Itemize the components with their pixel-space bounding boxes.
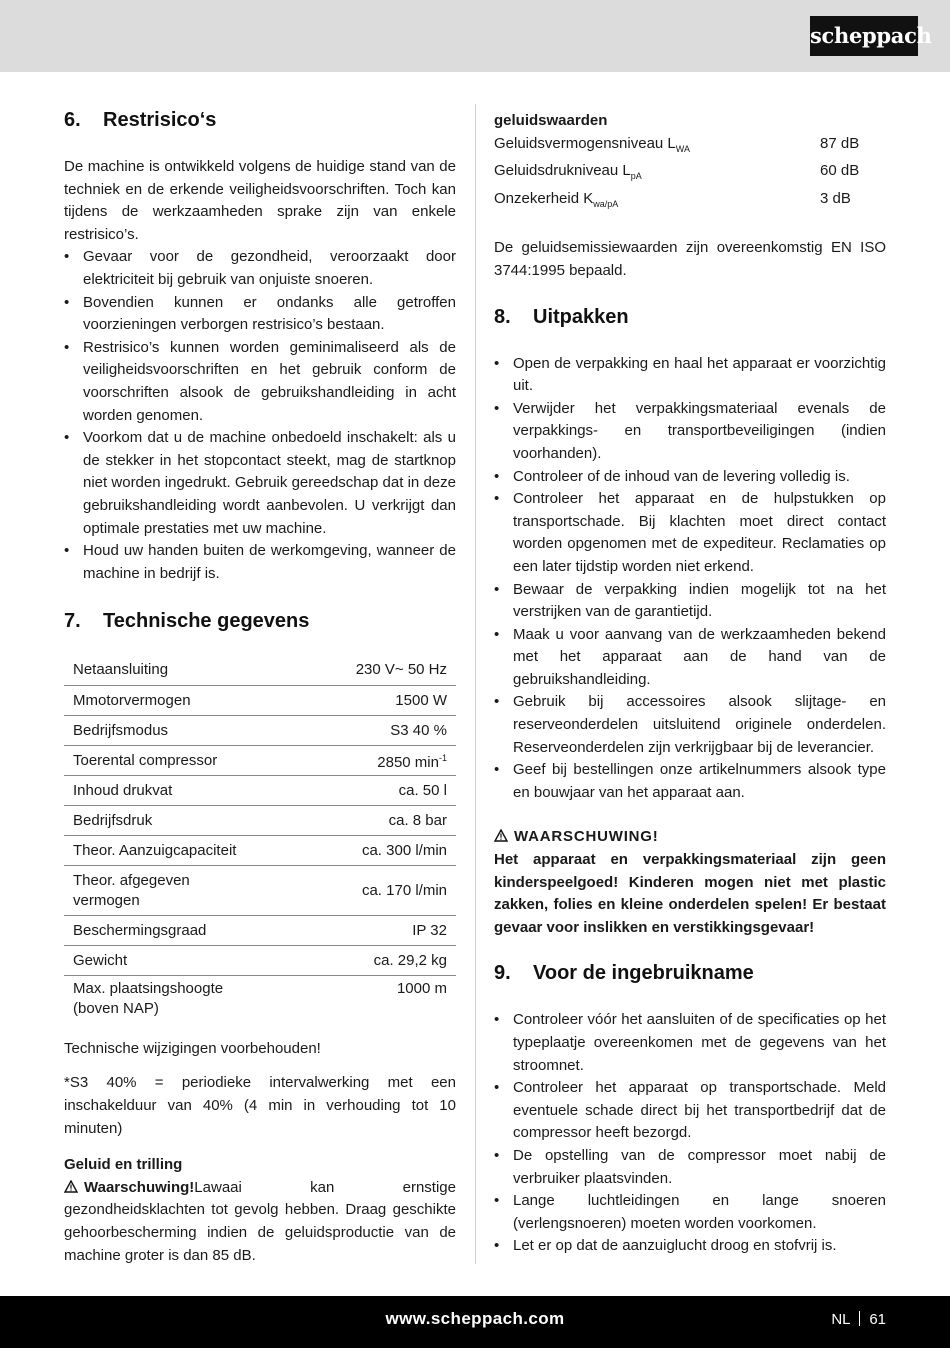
sound-label-text: Onzekerheid K: [494, 189, 594, 207]
list-item: • Controleer vóór het aansluiten of de specificaties op het typeplaatje overeenkomen met de gegevens van het stroomnet.: [494, 1009, 886, 1077]
sound-row: [494, 133, 886, 161]
sound-label: [494, 188, 618, 216]
section-6-number: 6.: [64, 109, 81, 131]
sound-label-text: Geluidsdrukniveau L: [494, 162, 631, 180]
spec-value: [264, 745, 456, 776]
section-6-heading: [64, 106, 456, 134]
spec-label: Beschermingsgraad: [64, 916, 264, 946]
sound-row: [494, 160, 886, 188]
spec-value: 1000 m: [396, 980, 447, 998]
table-row: [64, 946, 456, 976]
spec-value: 230 V~ 50 Hz: [264, 655, 456, 685]
list-item: • Controleer het apparaat op transportschade. Meld eventuele schade direct bij het transportbedrijf dat de compressor heeft bezorgd.: [494, 1077, 886, 1145]
page-indicator: [831, 1309, 886, 1332]
spec-label: Bedrijfsdruk: [64, 806, 264, 836]
noise-heading: Geluid en trilling: [64, 1156, 183, 1174]
list-item: • Controleer of de inhoud van de levering volledig is.: [494, 466, 886, 489]
table-row: [64, 655, 456, 685]
spec-value: 1500 W: [264, 685, 456, 715]
list-item: • Geef bij bestellingen onze artikelnummers alsook type en bouwjaar van het apparaat aan.: [494, 759, 886, 804]
table-row: [64, 745, 456, 776]
sound-row: [494, 188, 886, 216]
section-8-heading: [494, 303, 886, 331]
list-item: • Bovendien kunnen er ondanks alle getroffen voorzieningen verborgen restrisico’s bestaan.: [64, 292, 456, 337]
spec-label: Theor. afgegeven vermogen: [64, 866, 264, 916]
spec-value: IP 32: [264, 916, 456, 946]
spec-label: Max. plaatsingshoogte (boven NAP): [73, 980, 224, 1017]
sound-label: [494, 133, 690, 161]
website-link[interactable]: www.scheppach.com: [385, 1309, 565, 1328]
spec-value: ca. 300 l/min: [264, 836, 456, 866]
section-9-number: 9.: [494, 962, 511, 985]
section-7-number: 7.: [64, 610, 81, 633]
table-row: [64, 685, 456, 715]
list-item: • Houd uw handen buiten de werkomgeving, wanneer de machine in bedrijf is.: [64, 540, 456, 585]
sound-label-subscript: pA: [630, 171, 642, 182]
section-9-title: Voor de ingebruikname: [533, 962, 754, 985]
list-item: • Gevaar voor de gezondheid, veroorzaakt door elektriciteit bij gebruik van onjuiste snoeren.: [64, 246, 456, 291]
section-9-list: [494, 1009, 886, 1258]
section-7-title: Technische gegevens: [103, 610, 310, 633]
list-item: • Open de verpakking en haal het apparaat er voorzichtig uit.: [494, 353, 886, 398]
language-code: NL: [831, 1311, 850, 1328]
sound-label-subscript: WA: [675, 143, 690, 154]
spec-value: ca. 29,2 kg: [264, 946, 456, 976]
section-6-list: [64, 246, 456, 585]
spec-label: Netaansluiting: [64, 655, 264, 685]
spec-label: Inhoud drukvat: [64, 776, 264, 806]
sound-standard-note: De geluidsemissiewaarden zijn overeenkomstig EN ISO 3744:1995 bepaald.: [494, 239, 886, 279]
s3-footnote: *S3 40% = periodieke intervalwerking met een inschakelduur van 40% (4 min in verhouding tot 10 minuten): [64, 1074, 456, 1137]
scheppach-logo: scheppach: [810, 16, 918, 56]
packaging-warning-text: Het apparaat en verpakkingsmateriaal zijn geen kinderspeelgoed! Kinderen mogen niet met plastic zakken, folies en kleine onderdelen spelen! Er bestaat gevaar voor inslikken en verstikkingsgevaar!: [494, 851, 886, 936]
sound-label: [494, 160, 642, 188]
table-row: [64, 806, 456, 836]
packaging-warning-label: WAARSCHUWING!: [514, 828, 659, 846]
packaging-warning-title: [494, 826, 886, 849]
noise-warning-label: Waarschuwing!: [84, 1178, 195, 1196]
sound-values-list: [494, 133, 886, 216]
sound-values-heading: geluidswaarden: [494, 112, 608, 129]
list-item: • Controleer het apparaat en de hulpstukken op transportschade. Bij klachten moet direct contact worden opgenomen met de expediteur. Reclamaties op een later tijdstip worden niet erkend.: [494, 488, 886, 578]
list-item: • Restrisico’s kunnen worden geminimaliseerd als de veiligheidsvoorschriften en het gebruik conform de voorschriften alsook de gebruikshandleiding in acht worden genomen.: [64, 337, 456, 427]
spec-label: Bedrijfsmodus: [64, 715, 264, 745]
section-6-title: Restrisico‘s: [103, 109, 217, 131]
right-column: [494, 110, 886, 1258]
spec-label: Theor. Aanzuigcapaciteit: [64, 836, 264, 866]
noise-warning-text: Lawaai kan ernstige gezondheidsklachten tot gevolg hebben. Draag geschikte gehoorbescherming indien de geluidsproductie van de machine groter is dan 85 dB.: [64, 1178, 456, 1264]
table-row: [64, 976, 456, 1024]
spec-value: ca. 170 l/min: [264, 866, 456, 916]
spec-label: Mmotorvermogen: [64, 685, 264, 715]
footer-bar: [0, 1296, 950, 1348]
list-item: • Verwijder het verpakkingsmateriaal evenals de verpakkings- en transportbeveiligingen (indien voorhanden).: [494, 398, 886, 466]
warning-triangle-icon: [64, 1180, 78, 1193]
list-item: • Let er op dat de aanzuiglucht droog en stofvrij is.: [494, 1235, 886, 1258]
page-number: 61: [869, 1311, 886, 1328]
table-row: [64, 836, 456, 866]
table-row: [64, 866, 456, 916]
warning-triangle-icon: [494, 829, 508, 842]
spec-value: ca. 50 l: [264, 776, 456, 806]
list-item: • Voorkom dat u de machine onbedoeld inschakelt: als u de stekker in het stopcontact steekt, mag de startknop niet worden ingedrukt. Gebruik gereedschap dat in deze gebruikshandleiding wordt aanbevolen. U verkrijgt dan optimale prestaties met uw machine.: [64, 427, 456, 540]
spec-label: Toerental compressor: [64, 745, 264, 776]
spec-value: S3 40 %: [264, 715, 456, 745]
list-item: • De opstelling van de compressor moet nabij de verbruiker plaatsvinden.: [494, 1145, 886, 1190]
spec-label: Gewicht: [64, 946, 264, 976]
section-6-intro: De machine is ontwikkeld volgens de huidige stand van de techniek en de erkende veiligheidsvoorschriften. Toch kan tijdens de werkzaamheden sprake zijn van enkele restrisico’s.: [64, 158, 456, 243]
list-item: • Maak u voor aanvang van de werkzaamheden bekend met het apparaat aan de hand van de gebruikshandleiding.: [494, 624, 886, 692]
section-7-heading: [64, 607, 456, 635]
sound-value: 3 dB: [820, 189, 851, 207]
sound-value: 60 dB: [820, 162, 860, 180]
column-divider: [475, 104, 476, 1264]
spec-value-superscript: -1: [438, 752, 447, 763]
section-8-number: 8.: [494, 305, 511, 328]
section-8-title: Uitpakken: [533, 305, 629, 328]
table-row: [64, 776, 456, 806]
sound-value: 87 dB: [820, 134, 860, 152]
spec-value-text: 2850 min: [377, 753, 439, 771]
list-item: • Lange luchtleidingen en lange snoeren (verlengsnoeren) moeten worden voorkomen.: [494, 1190, 886, 1235]
sound-label-subscript: wa/pA: [593, 198, 619, 209]
list-item: • Bewaar de verpakking indien mogelijk tot na het verstrijken van de garantietijd.: [494, 579, 886, 624]
section-9-heading: [494, 959, 886, 987]
table-row: [64, 715, 456, 745]
noise-warning-paragraph: [64, 1177, 456, 1267]
section-8-list: [494, 353, 886, 805]
table-row: [64, 916, 456, 946]
sound-label-text: Geluidsvermogensniveau L: [494, 134, 676, 152]
tech-changes-note: Technische wijzigingen voorbehouden!: [64, 1039, 321, 1057]
list-item: • Gebruik bij accessoires alsook slijtage- en reserveonderdelen uitsluitend originele onderdelen. Reserveonderdelen zijn verkrijgbaar bij de leverancier.: [494, 691, 886, 759]
header-bar: [0, 0, 950, 72]
left-column: [64, 106, 456, 1267]
page-separator: [859, 1311, 860, 1326]
technical-data-table: [64, 655, 456, 1024]
spec-value: ca. 8 bar: [264, 806, 456, 836]
